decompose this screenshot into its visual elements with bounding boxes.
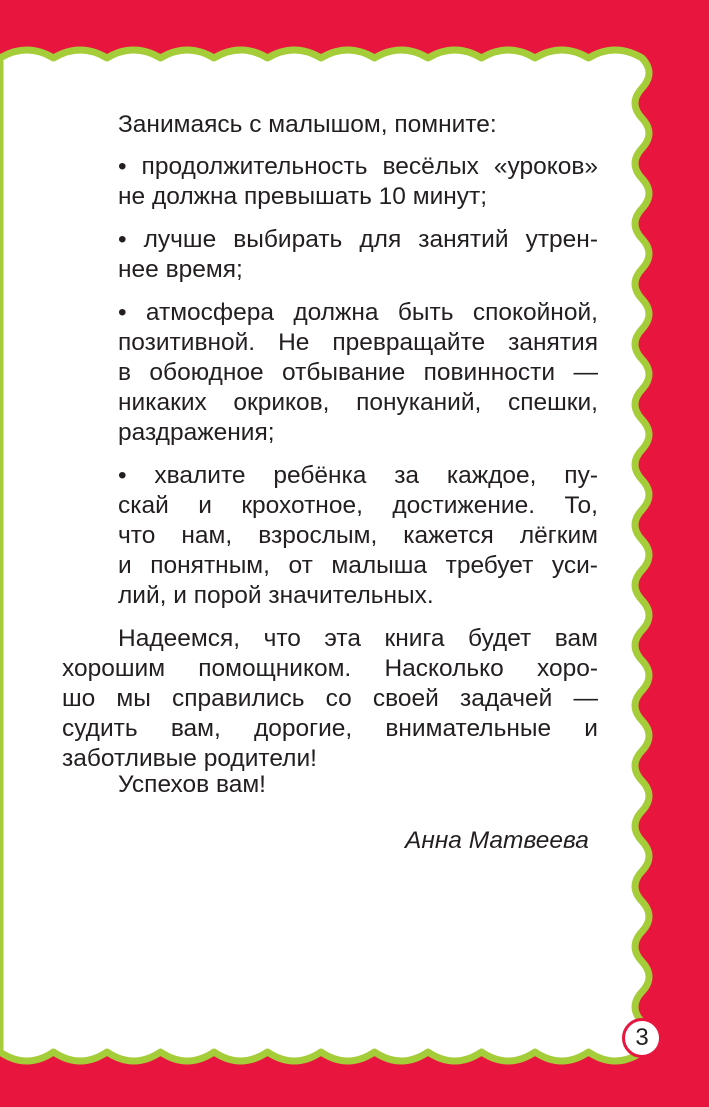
bullet-3-line-4: никаких окриков, понуканий, спешки, [118, 389, 598, 416]
bullet-2-line-2: нее время; [118, 256, 243, 283]
bullet-1-line-2: не должна превышать 10 минут; [118, 183, 488, 210]
bullet-4-line-5: лий, и порой значительных. [118, 582, 434, 609]
bullet-4-line-2: скай и крохотное, достижение. То, [118, 492, 598, 519]
closing-line-4: судить вам, дорогие, внимательные и [62, 715, 598, 742]
bullet-3-line-1: • атмосфера должна быть спокойной, [118, 299, 598, 326]
bullet-2-line-1: • лучше выбирать для занятий утрен- [118, 226, 598, 253]
intro-line: Занимаясь с малышом, помните: [118, 111, 497, 138]
closing-line-3: шо мы справились со своей задачей — [62, 685, 598, 712]
closing-line-5: заботливые родители! [62, 745, 317, 772]
bullet-3-line-2: позитивной. Не превращайте занятия [118, 329, 598, 356]
bullet-3-line-3: в обоюдное отбывание повинности — [118, 359, 598, 386]
bullet-4-line-4: и понятным, от малыша требует уси- [118, 552, 598, 579]
bullet-4-line-3: что нам, взрослым, кажется лёгким [118, 522, 598, 549]
bullet-4-line-1: • хвалите ребёнка за каждое, пу- [118, 462, 598, 489]
page-number: 3 [622, 1018, 662, 1058]
closing-line-1: Надеемся, что эта книга будет вам [118, 625, 598, 652]
author-signature: Анна Матвеева [405, 827, 589, 854]
wish-line: Успехов вам! [118, 771, 266, 798]
bullet-1-line-1: • продолжительность весёлых «уроков» [118, 153, 598, 180]
bullet-3-line-5: раздражения; [118, 419, 275, 446]
closing-line-2: хорошим помощником. Насколько хоро- [62, 655, 598, 682]
